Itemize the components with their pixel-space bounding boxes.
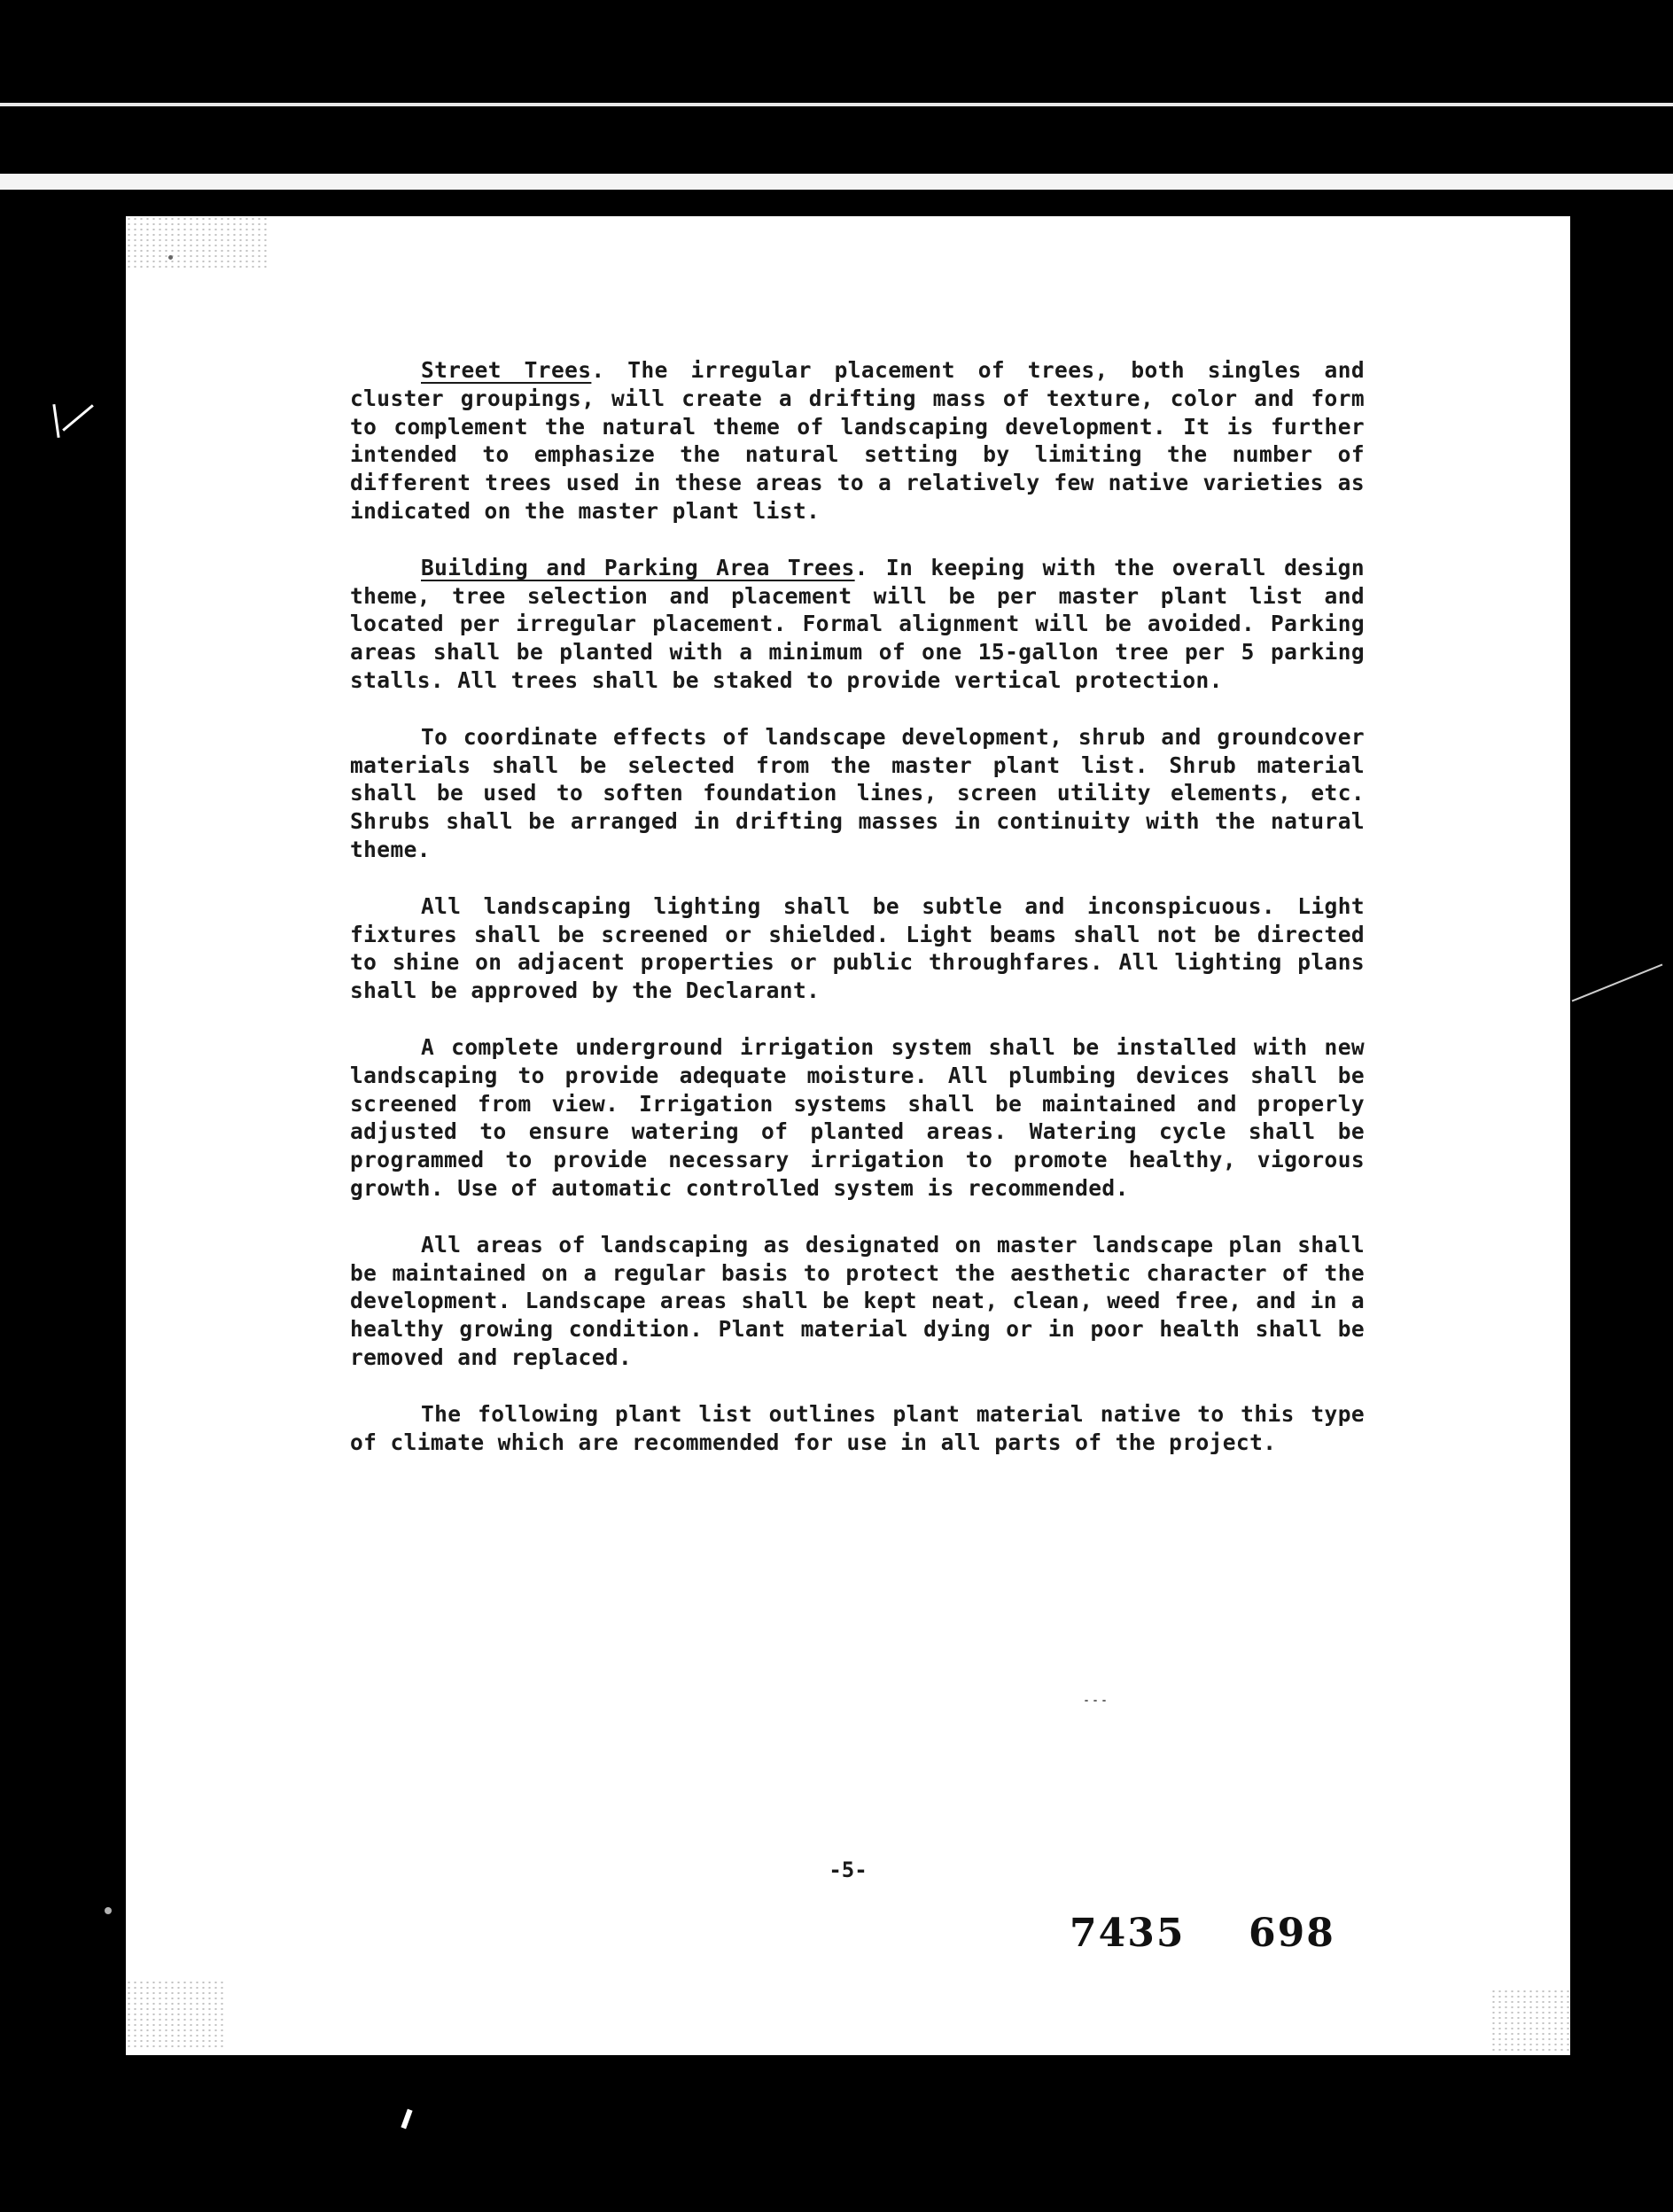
scan-speck (1093, 1700, 1097, 1702)
stamp-number-right: 698 (1249, 1911, 1335, 1956)
paragraph-street-trees (350, 356, 1365, 526)
scan-mark (52, 404, 59, 438)
top-rule (0, 103, 1673, 106)
scan-mark (62, 404, 94, 432)
paragraph-plant-list: The following plant list outlines plant material native to this type of climate which are recommended for use in all parts of the project. (350, 1400, 1365, 1455)
page-number: -5- (829, 1858, 868, 1882)
scan-mark (401, 2109, 412, 2130)
heading-street-trees: Street Trees (421, 357, 592, 383)
scan-noise (126, 216, 268, 269)
scan-speck (1102, 1700, 1106, 1702)
paragraph-building-parking-trees (350, 554, 1365, 695)
paragraph-lighting: All landscaping lighting shall be subtle and inconspicuous. Light fixtures shall be screened or shielded. Light beams shall not be directed to shine on adjacent properties or public throughfares. All lighting plans shall be approved by the Declarant. (350, 892, 1365, 1004)
paragraph-maintenance: All areas of landscaping as designated on master landscape plan shall be maintained on a regular basis to protect the aesthetic character of the development. Landscape areas shall be kept neat, clean, weed free, and in a healthy growing condition. Plant material dying or in poor health shall be removed and replaced. (350, 1231, 1365, 1370)
scan-mark (1572, 963, 1663, 1001)
paragraph-text: . In keeping with the overall design theme, tree selection and placement will be per master plant list and located per irregular placement. Formal alignment will be avoided. Parking areas shall be planted with a minimum of one 15-gallon tree per 5 parking stalls. All trees shall be staked to provide vertical protection. (350, 554, 1365, 693)
stamp-number-left: 7435 (1070, 1911, 1186, 1956)
body-text (350, 356, 1365, 1484)
paragraph-irrigation: A complete underground irrigation system shall be installed with new landscaping to provide adequate moisture. All plumbing devices shall be screened from view. Irrigation systems shall be maintained and properly adjusted to ensure watering of planted areas. Watering cycle shall be programmed to provide necessary irrigation to promote healthy, vigorous growth. Use of automatic controlled system is recommended. (350, 1033, 1365, 1201)
top-scan-band (0, 174, 1673, 190)
scan-noise (126, 1980, 223, 2051)
document-page (126, 216, 1570, 2055)
paragraph-text: . The irregular placement of trees, both singles and cluster groupings, will create a drifting mass of texture, color and form to complement the natural theme of landscaping development. It is further intended to emphasize the natural setting by limiting the number of different trees used in these areas to a relatively few native varieties as indicated on the master plant list. (350, 357, 1365, 524)
heading-building-parking-trees: Building and Parking Area Trees (421, 554, 855, 580)
scan-mark (105, 1907, 112, 1914)
scan-speck (168, 255, 173, 260)
scan-noise (1490, 1989, 1570, 2051)
paragraph-shrubs: To coordinate effects of landscape development, shrub and groundcover materials shall be selected from the master plant list. Shrub material shall be used to soften foundation lines, screen utility elements, etc. Shrubs shall be arranged in drifting masses in continuity with the natural theme. (350, 723, 1365, 862)
scan-speck (1085, 1700, 1088, 1702)
